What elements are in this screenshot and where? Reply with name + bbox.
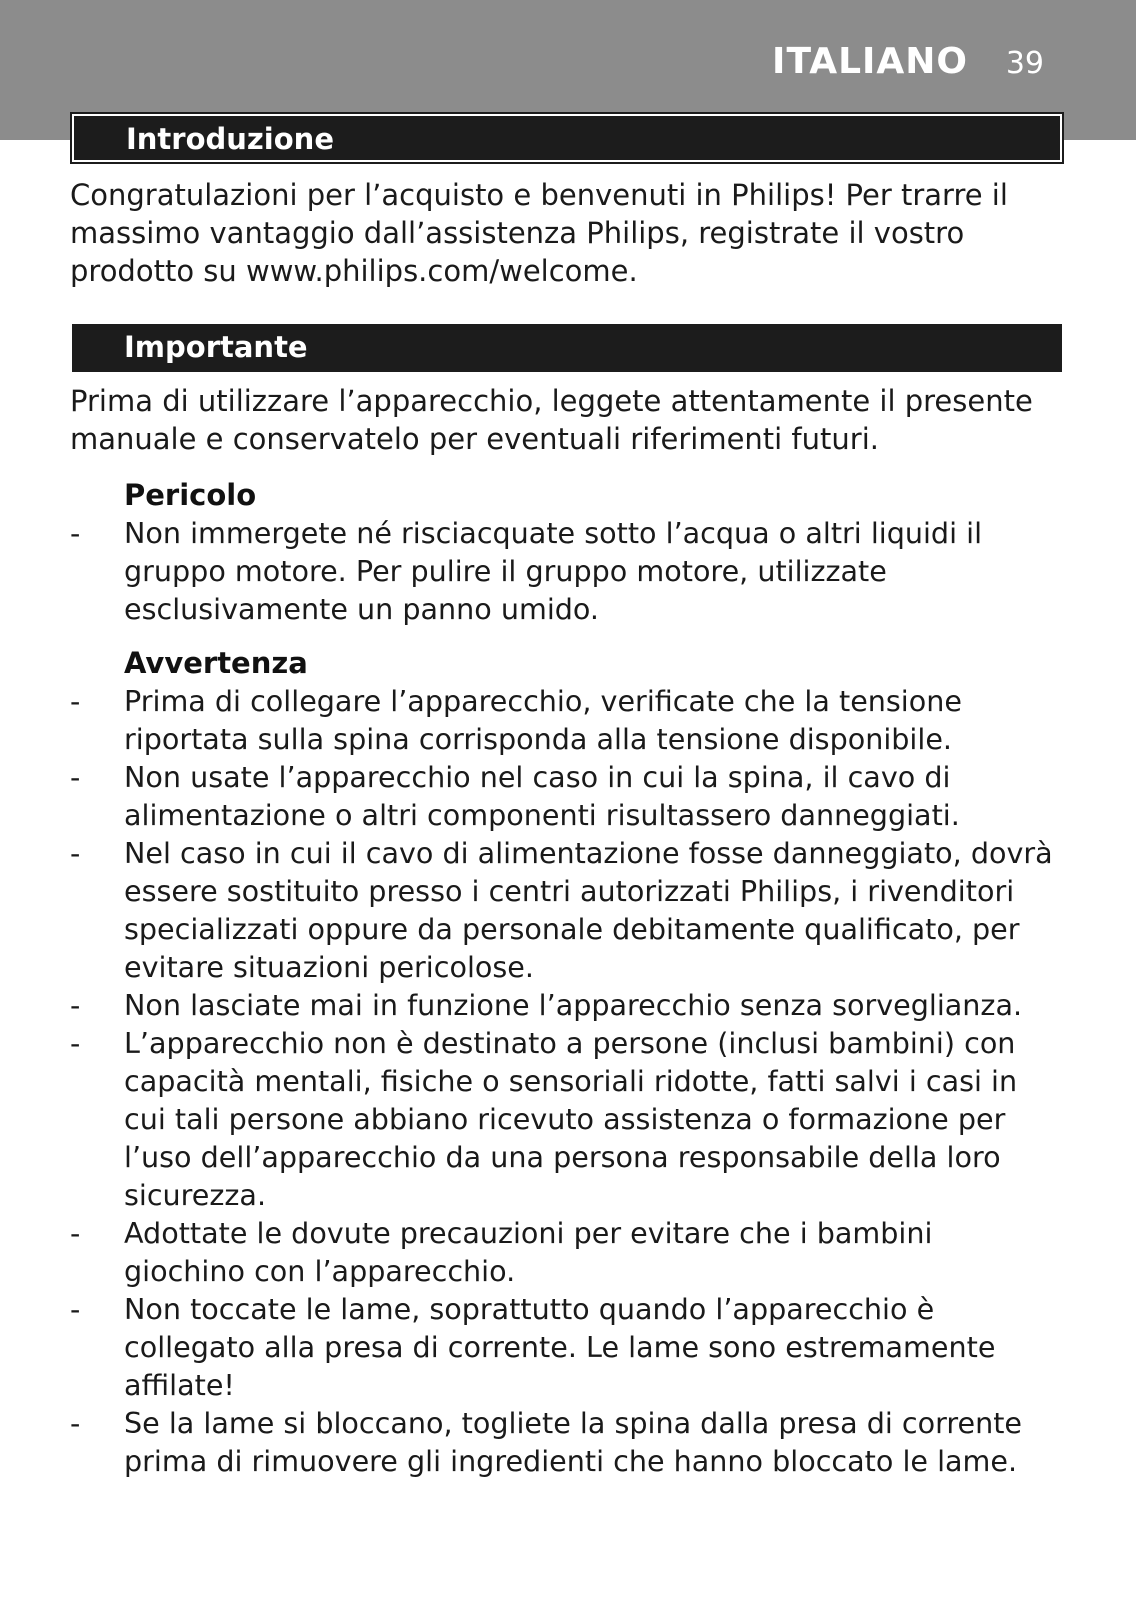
section-title: Importante bbox=[124, 330, 308, 364]
list-item bbox=[70, 1214, 1060, 1290]
section-header-introduzione bbox=[72, 114, 1062, 162]
section-title: Introduzione bbox=[126, 122, 334, 156]
list-item bbox=[70, 682, 1060, 758]
bullet-dash: - bbox=[70, 988, 81, 1022]
warning-heading: Avvertenza bbox=[124, 646, 308, 680]
list-item-text: Non usate l’apparecchio nel caso in cui la spina, il cavo di alimentazione o altri componenti risultassero danneggiati. bbox=[124, 760, 960, 832]
bullet-dash: - bbox=[70, 1292, 81, 1326]
warning-list bbox=[70, 682, 1060, 1480]
page-number: 39 bbox=[1005, 46, 1044, 81]
list-item-text: Se la lame si bloccano, togliete la spina dalla presa di corrente prima di rimuovere gli ingredienti che hanno bloccato le lame. bbox=[124, 1406, 1023, 1478]
list-item bbox=[70, 1024, 1060, 1214]
list-item bbox=[70, 514, 1060, 628]
bullet-dash: - bbox=[70, 760, 81, 794]
list-item-text: Prima di collegare l’apparecchio, verificate che la tensione riportata sulla spina corrisponda alla tensione disponibile. bbox=[124, 684, 962, 756]
list-item-text: Non immergete né risciacquate sotto l’acqua o altri liquidi il gruppo motore. Per pulire il gruppo motore, utilizzate esclusivamente un panno umido. bbox=[124, 516, 983, 626]
list-item bbox=[70, 834, 1060, 986]
bullet-dash: - bbox=[70, 1026, 81, 1060]
list-item-text: Adottate le dovute precauzioni per evitare che i bambini giochino con l’apparecchio. bbox=[124, 1216, 933, 1288]
danger-heading: Pericolo bbox=[124, 478, 257, 512]
list-item bbox=[70, 1404, 1060, 1480]
list-item bbox=[70, 986, 1060, 1024]
language-title: ITALIANO bbox=[772, 41, 968, 82]
important-paragraph: Prima di utilizzare l’apparecchio, leggete attentamente il presente manuale e conservatelo per eventuali riferimenti futuri. bbox=[70, 384, 1033, 456]
list-item-text: Nel caso in cui il cavo di alimentazione fosse danneggiato, dovrà essere sostituito presso i centri autorizzati Philips, i rivenditori specializzati oppure da personale debitamente qualificato, per evitare situazioni pericolose. bbox=[124, 836, 1053, 984]
bullet-dash: - bbox=[70, 684, 81, 718]
danger-list bbox=[70, 514, 1060, 628]
bullet-dash: - bbox=[70, 1406, 81, 1440]
bullet-dash: - bbox=[70, 836, 81, 870]
list-item-text: L’apparecchio non è destinato a persone (inclusi bambini) con capacità mentali, fisiche o sensoriali ridotte, fatti salvi i casi in cui tali persone abbiano ricevuto assistenza o formazione per l’uso dell’apparecchio da una persona responsabile della loro sicurezza. bbox=[124, 1026, 1018, 1212]
bullet-dash: - bbox=[70, 516, 81, 550]
list-item bbox=[70, 758, 1060, 834]
intro-paragraph: Congratulazioni per l’acquisto e benvenuti in Philips! Per trarre il massimo vantaggio dall’assistenza Philips, registrate il vostro prodotto su www.philips.com/welcome. bbox=[70, 178, 1008, 288]
list-item-text: Non toccate le lame, soprattutto quando l’apparecchio è collegato alla presa di corrente. Le lame sono estremamente affilate! bbox=[124, 1292, 996, 1402]
list-item-text: Non lasciate mai in funzione l’apparecchio senza sorveglianza. bbox=[124, 988, 1023, 1022]
bullet-dash: - bbox=[70, 1216, 81, 1250]
section-header-importante bbox=[72, 324, 1062, 372]
list-item bbox=[70, 1290, 1060, 1404]
